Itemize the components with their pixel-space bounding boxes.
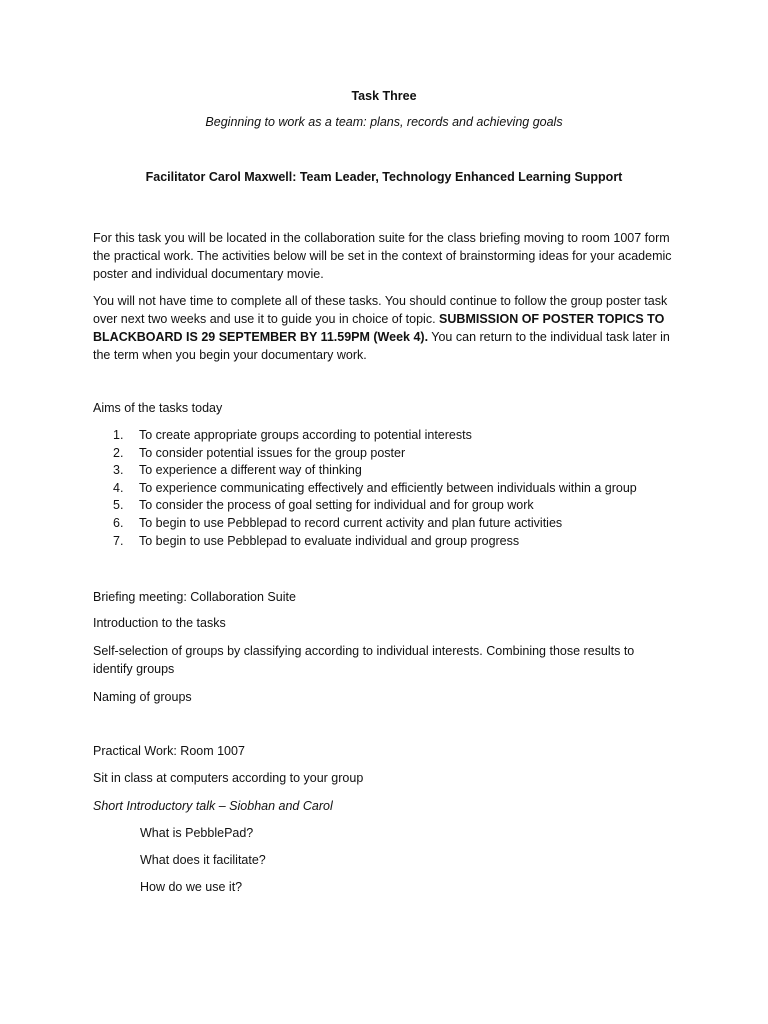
list-text: To experience a different way of thinking [139,463,362,478]
practical-short-talk: Short Introductory talk – Siobhan and Carol [93,799,333,813]
aims-list [113,427,713,550]
intro-paragraph-1: For this task you will be located in the collaboration suite for the class briefing moving to room 1007 form the practical work. The activities below will be set in the context of brainstorming ideas for your academic poster and individual documentary movie. [93,231,672,281]
question-use: How do we use it? [140,880,243,894]
briefing-heading: Briefing meeting: Collaboration Suite [93,590,296,604]
briefing-introduction: Introduction to the tasks [93,616,226,630]
list-number: 6. [113,515,124,530]
list-item [113,515,713,533]
page-title: Task Three [351,89,417,103]
facilitator-line: Facilitator Carol Maxwell: Team Leader, Technology Enhanced Learning Support [145,170,623,184]
question-pebblepad: What is PebblePad? [140,826,254,840]
list-item [113,480,713,498]
list-item [113,462,713,480]
list-item [113,427,713,445]
list-item [113,497,713,515]
list-item [113,533,713,551]
list-number: 3. [113,463,124,478]
briefing-self-selection: Self-selection of groups by classifying according to individual interests. Combining those results to identify groups [93,644,635,676]
intro-paragraph-2-tail: You can return to the individual task later in the term when you begin your documentary work. [93,330,670,362]
list-text: To consider potential issues for the group poster [139,445,406,460]
briefing-naming: Naming of groups [93,690,192,704]
list-number: 1. [113,428,124,442]
list-number: 7. [113,533,124,548]
list-number: 2. [113,445,124,460]
intro-paragraph-2 [93,292,673,364]
practical-sit: Sit in class at computers according to your group [93,771,364,785]
list-text: To consider the process of goal setting for individual and for group work [139,498,534,513]
list-number: 5. [113,498,124,513]
list-item [113,445,713,463]
list-number: 4. [113,480,124,495]
list-text: To begin to use Pebblepad to record current activity and plan future activities [139,515,563,530]
submission-deadline: SUBMISSION OF POSTER TOPICS TO BLACKBOARD IS 29 SEPTEMBER BY 11.59PM (Week 4). [93,312,665,344]
list-text: To create appropriate groups according to potential interests [139,428,472,442]
list-text: To begin to use Pebblepad to evaluate individual and group progress [139,533,520,548]
page-subtitle: Beginning to work as a team: plans, records and achieving goals [205,115,563,129]
practical-heading: Practical Work: Room 1007 [93,744,245,758]
aims-heading: Aims of the tasks today [93,401,223,415]
list-text: To experience communicating effectively and efficiently between individuals within a group [139,480,637,495]
intro-paragraph-2-text: You will not have time to complete all of these tasks. You should continue to follow the group poster task over next two weeks and use it to guide you in choice of topic. [93,294,668,326]
question-facilitate: What does it facilitate? [140,853,266,867]
